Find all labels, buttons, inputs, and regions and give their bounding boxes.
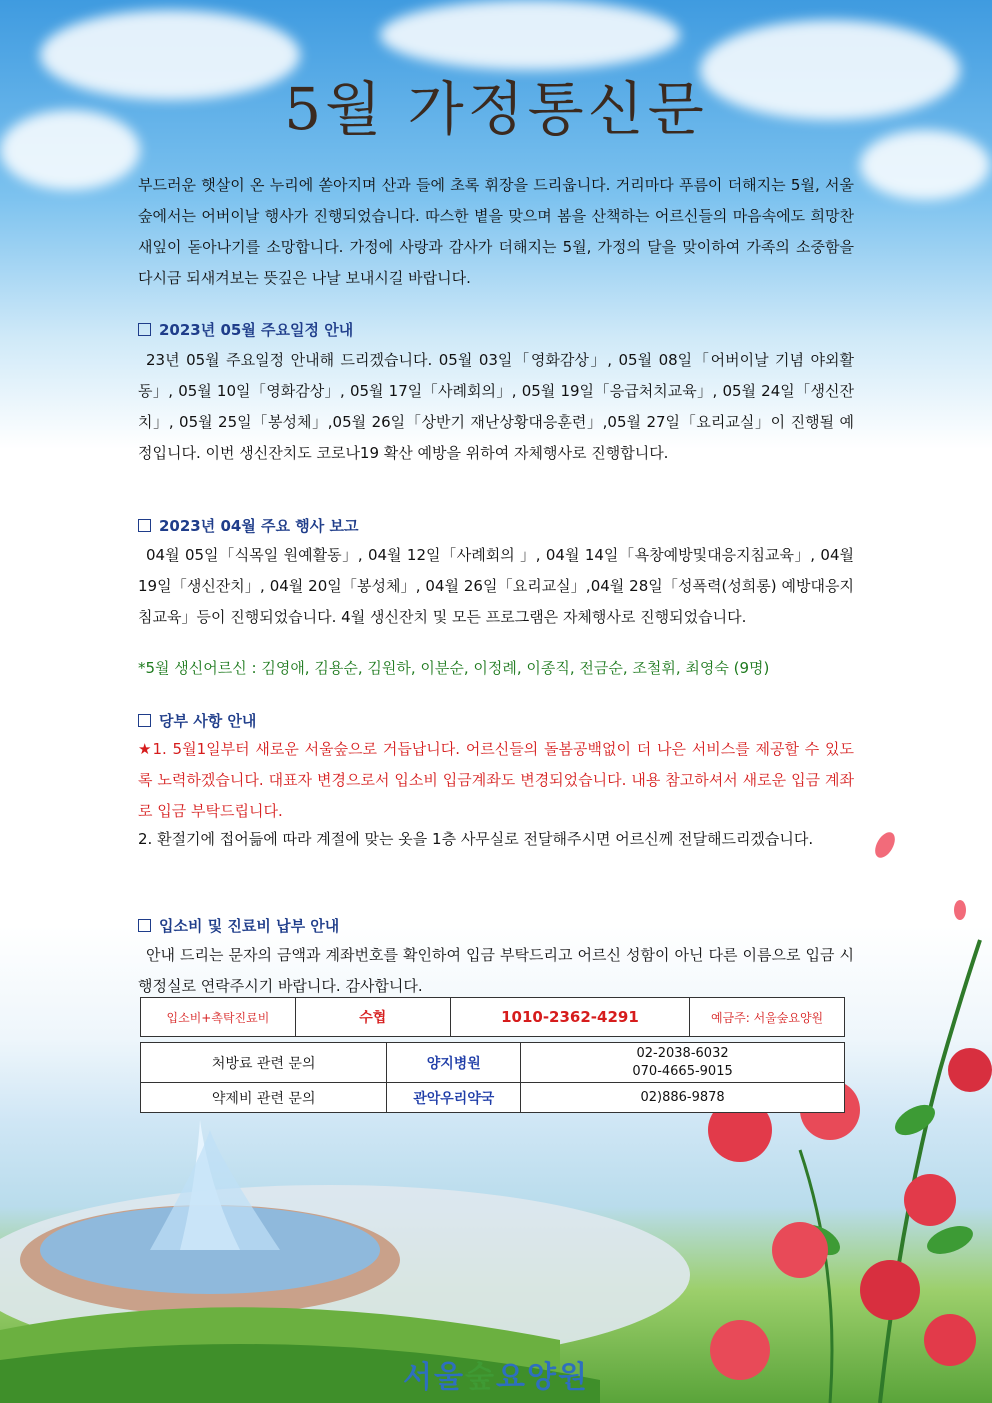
contact-table bbox=[140, 1042, 845, 1113]
report-heading bbox=[138, 515, 358, 536]
account-number: 1010-2362-4291 bbox=[450, 998, 689, 1037]
contact-phone-1: 02-2038-6032 bbox=[636, 1045, 729, 1061]
report-paragraph: 04월 05일「식목일 원예활동」, 04월 12일「사례회의 」, 04월 14일「욕창예방및대응지침교육」, 04월 19일「생신잔치」, 04월 20일「봉성체」, 04월 26일「요리교실」,04월 28일「성폭력(성희롱) 예방대응지침교육」등이 진행되었습니다. 4월 생신잔치 및 모든 프로그램은 자체행사로 진행되었습니다. bbox=[138, 546, 854, 626]
logo-text-3: 요양원 bbox=[496, 1360, 589, 1395]
account-label: 입소비+촉탁진료비 bbox=[141, 998, 296, 1037]
notice-heading bbox=[138, 710, 256, 731]
logo-text-1: 서울 bbox=[403, 1360, 466, 1395]
notice-heading-text: 당부 사항 안내 bbox=[159, 712, 257, 730]
intro-paragraph: 부드러운 햇살이 온 누리에 쏟아지며 산과 들에 초록 휘장을 드리웁니다. 거리마다 푸름이 더해지는 5월, 서울숲에서는 어버이날 행사가 진행되었습니다. 따스한 볕을 맞으며 봄을 산책하는 어르신들의 마음속에도 희망찬 새잎이 돋아나기를 소망합니다. 가정에 사랑과 감사가 더해지는 5월, 가정의 달을 맞이하여 가족의 소중함을 다시금 되새겨보는 뜻깊은 나날 보내시길 바랍니다. bbox=[138, 176, 854, 287]
table-row bbox=[141, 1083, 845, 1113]
contact-name: 양지병원 bbox=[387, 1043, 521, 1083]
contact-name: 관악우리약국 bbox=[387, 1083, 521, 1113]
contact-label: 약제비 관련 문의 bbox=[141, 1083, 387, 1113]
payment-heading bbox=[138, 915, 339, 936]
checkbox-square-icon bbox=[138, 919, 151, 932]
contact-phone bbox=[521, 1043, 845, 1083]
contact-phone-2: 070-4665-9015 bbox=[632, 1063, 733, 1079]
contact-phone: 02)886-9878 bbox=[521, 1083, 845, 1113]
table-row bbox=[141, 998, 845, 1037]
checkbox-square-icon bbox=[138, 519, 151, 532]
account-bank: 수협 bbox=[295, 998, 450, 1037]
contact-label: 처방료 관련 문의 bbox=[141, 1043, 387, 1083]
account-holder: 예금주: 서울숲요양원 bbox=[690, 998, 845, 1037]
notice-item-2: 2. 환절기에 접어듦에 따라 계절에 맞는 옷을 1층 사무실로 전달해주시면 어르신께 전달해드리겠습니다. bbox=[138, 830, 814, 848]
schedule-paragraph: 23년 05월 주요일정 안내해 드리겠습니다. 05월 03일「영화감상」, 05월 08일「어버이날 기념 야외활동」, 05월 10일「영화감상」, 05월 17일「사례회의」, 05월 19일「응급처치교육」, 05월 24일「생신잔치」, 05월 25일「봉성체」,05월 26일「상반기 재난상황대응훈련」,05월 27일「요리교실」이 진행될 예정입니다. 이번 생신잔치도 코로나19 확산 예방을 위하여 자체행사로 진행합니다. bbox=[138, 351, 854, 462]
payment-heading-text: 입소비 및 진료비 납부 안내 bbox=[159, 917, 340, 935]
checkbox-square-icon bbox=[138, 323, 151, 336]
report-heading-text: 2023년 04월 주요 행사 보고 bbox=[159, 517, 359, 535]
organization-logo bbox=[0, 1352, 992, 1396]
account-table bbox=[140, 997, 845, 1037]
birthday-list: *5월 생신어르신 : 김영애, 김용순, 김원하, 이분순, 이정례, 이종직, 전금순, 조철휘, 최영숙 (9명) bbox=[138, 659, 770, 677]
notice-item-1: ★1. 5월1일부터 새로운 서울숲으로 거듭납니다. 어르신들의 돌봄공백없이 더 나은 서비스를 제공할 수 있도록 노력하겠습니다. 대표자 변경으로서 입소비 입금계좌도 변경되었습니다. 내용 참고하셔서 새로운 입금 계좌로 입금 부탁드립니다. bbox=[138, 740, 854, 820]
schedule-heading-text: 2023년 05월 주요일정 안내 bbox=[159, 321, 354, 339]
checkbox-square-icon bbox=[138, 714, 151, 727]
schedule-heading bbox=[138, 319, 353, 340]
page-title: 5월 가정통신문 bbox=[284, 75, 708, 143]
payment-paragraph: 안내 드리는 문자의 금액과 계좌번호를 확인하여 입금 부탁드리고 어르신 성함이 아닌 다른 이름으로 입금 시 행정실로 연락주시기 바랍니다. 감사합니다. bbox=[138, 946, 854, 995]
table-row bbox=[141, 1043, 845, 1083]
logo-text-2: 숲 bbox=[465, 1360, 496, 1395]
